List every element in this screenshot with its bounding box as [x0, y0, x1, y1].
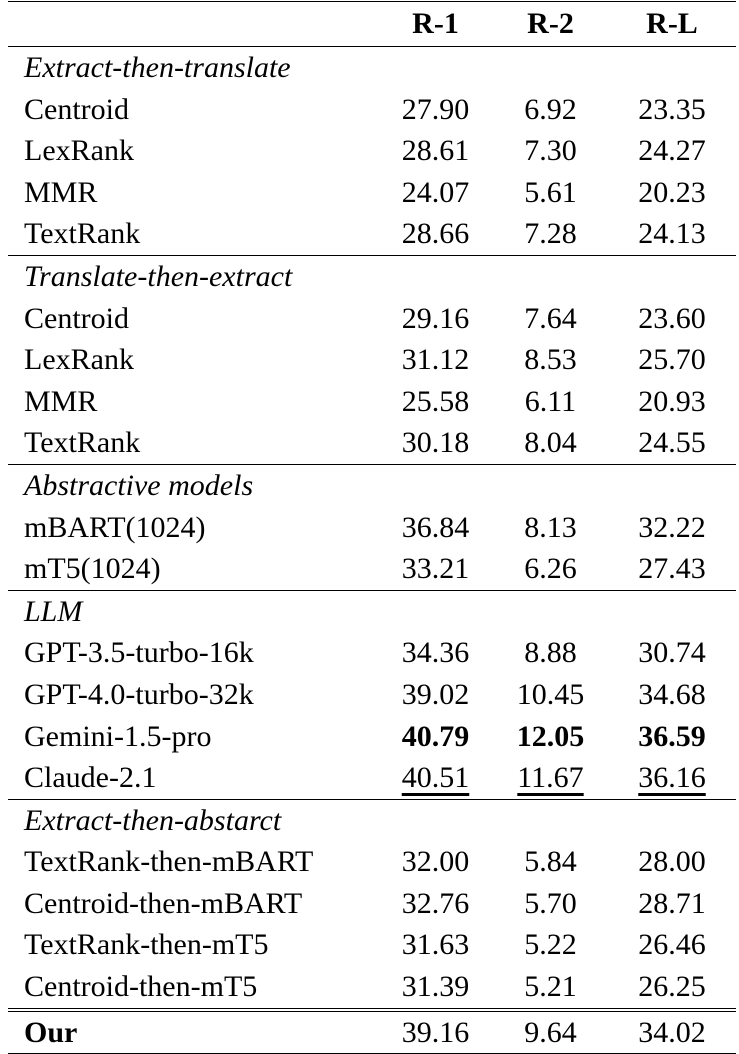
- score-value: 20.23: [638, 175, 706, 209]
- table-row: [8, 422, 736, 464]
- model-name-cell: Centroid: [24, 301, 129, 335]
- rouge-l-cell: [608, 924, 736, 966]
- section-title: Extract-then-translate: [24, 51, 291, 84]
- model-name-cell: LexRank: [24, 343, 134, 377]
- score-value: 32.22: [638, 510, 706, 544]
- section-title: Extract-then-abstarct: [8, 799, 736, 841]
- rouge-1-cell: [378, 632, 493, 674]
- rouge-2-cell: 9.64: [493, 1010, 608, 1054]
- score-value: 31.63: [401, 928, 470, 962]
- table-row: [8, 298, 736, 340]
- model-name-cell: Centroid: [24, 92, 129, 126]
- table-row: [8, 339, 736, 381]
- score-value: 23.60: [638, 301, 706, 335]
- rouge-l-cell: [608, 213, 736, 255]
- rouge-2-cell: [493, 130, 608, 172]
- model-name-cell: MMR: [24, 175, 98, 209]
- rouge-1-cell: [378, 841, 493, 883]
- model-name-cell: TextRank: [24, 217, 141, 251]
- rouge-2-cell: [493, 841, 608, 883]
- score-value: 31.12: [401, 343, 470, 377]
- rouge-2-cell: [493, 381, 608, 423]
- rouge-l-cell: [608, 632, 736, 674]
- rouge-1-cell: [378, 716, 493, 758]
- rouge-2-cell: [493, 924, 608, 966]
- model-name-cell: mBART(1024): [24, 510, 206, 544]
- rouge-2-cell: [493, 966, 608, 1010]
- score-value: 5.70: [524, 886, 577, 920]
- section-header-row: [8, 464, 736, 506]
- score-value: 6.26: [524, 552, 577, 586]
- score-value: 28.61: [401, 134, 470, 168]
- score-value: 24.55: [638, 426, 706, 460]
- score-value: 7.30: [524, 134, 577, 168]
- score-value: 36.59: [638, 719, 706, 753]
- rouge-l-cell: [608, 841, 736, 883]
- score-value: 8.53: [524, 343, 577, 377]
- score-value: 7.64: [524, 301, 577, 335]
- model-name-cell: Claude-2.1: [24, 761, 157, 795]
- section-header-row: [8, 47, 736, 89]
- rouge-l-cell: [608, 422, 736, 464]
- our-model-row: [8, 1010, 736, 1054]
- rouge-1-cell: [378, 172, 493, 214]
- table-body: [8, 47, 736, 1054]
- rouge-1-cell: [378, 381, 493, 423]
- model-name-cell: GPT-3.5-turbo-16k: [24, 636, 254, 670]
- score-value: 32.76: [401, 886, 470, 920]
- results-table: [8, 1, 736, 1054]
- score-value: 31.39: [401, 970, 470, 1004]
- model-name-cell: LexRank: [24, 134, 134, 168]
- score-value: 24.13: [638, 217, 706, 251]
- rouge-l-cell: [608, 757, 736, 799]
- score-value: 5.84: [524, 845, 577, 879]
- table-row: [8, 883, 736, 925]
- score-value: 40.79: [401, 719, 470, 753]
- rouge-l-cell: [608, 130, 736, 172]
- rouge-2-cell: [493, 674, 608, 716]
- score-value: 6.92: [524, 92, 577, 126]
- rouge-2-cell: [493, 716, 608, 758]
- score-value: 28.71: [638, 886, 706, 920]
- rouge-1-cell: [378, 422, 493, 464]
- rouge-1-cell: [378, 548, 493, 590]
- score-value: 5.61: [524, 175, 577, 209]
- rouge-1-cell: [378, 674, 493, 716]
- rouge-1-cell: [378, 924, 493, 966]
- score-value: 36.16: [638, 761, 706, 795]
- score-value: 8.04: [524, 426, 577, 460]
- rouge-1-cell: [378, 339, 493, 381]
- rouge-2-cell: [493, 89, 608, 131]
- score-value: 11.67: [517, 761, 584, 795]
- score-value: 34.68: [638, 677, 706, 711]
- rouge-1-cell: [378, 89, 493, 131]
- score-value: 33.21: [401, 552, 470, 586]
- section-title: LLM: [8, 590, 736, 632]
- score-value: 23.35: [638, 92, 706, 126]
- rouge-1-cell: [378, 966, 493, 1010]
- table-row: [8, 757, 736, 799]
- header-r1: R-1: [378, 2, 493, 47]
- header-row: [8, 2, 736, 47]
- our-model-name: Our: [8, 1010, 378, 1054]
- score-value: 5.21: [524, 970, 577, 1004]
- table-row: [8, 924, 736, 966]
- table-row: [8, 89, 736, 131]
- rouge-1-cell: [378, 298, 493, 340]
- rouge-l-cell: [608, 507, 736, 549]
- score-value: 8.13: [524, 510, 577, 544]
- rouge-l-cell: [608, 89, 736, 131]
- rouge-1-cell: [378, 757, 493, 799]
- rouge-2-cell: [493, 172, 608, 214]
- section-header-row: [8, 799, 736, 841]
- model-name-cell: TextRank-then-mBART: [24, 845, 314, 879]
- header-rl: R-L: [608, 2, 736, 47]
- rouge-l-cell: [608, 339, 736, 381]
- score-value: 25.70: [638, 343, 706, 377]
- score-value: 32.00: [401, 845, 470, 879]
- score-value: 34.36: [401, 636, 470, 670]
- rouge-l-cell: [608, 674, 736, 716]
- table-row: [8, 213, 736, 255]
- rouge-2-cell: [493, 422, 608, 464]
- score-value: 5.22: [524, 928, 577, 962]
- section-title: Abstractive models: [8, 464, 736, 506]
- rouge-l-cell: [608, 883, 736, 925]
- score-value: 12.05: [516, 719, 585, 753]
- score-value: 24.27: [638, 134, 706, 168]
- rouge-l-cell: [608, 548, 736, 590]
- model-name-cell: TextRank-then-mT5: [24, 928, 269, 962]
- header-r2: R-2: [493, 2, 608, 47]
- model-name-cell: TextRank: [24, 426, 141, 460]
- score-value: 27.90: [401, 92, 470, 126]
- model-name-cell: Centroid-then-mBART: [24, 886, 303, 920]
- table-row: [8, 632, 736, 674]
- score-value: 30.18: [401, 426, 470, 460]
- rouge-2-cell: [493, 298, 608, 340]
- rouge-2-cell: [493, 507, 608, 549]
- section-header-row: [8, 590, 736, 632]
- table-row: [8, 716, 736, 758]
- model-name-cell: Centroid-then-mT5: [24, 970, 258, 1004]
- score-value: 26.25: [638, 970, 706, 1004]
- table-row: [8, 172, 736, 214]
- rouge-l-cell: [608, 381, 736, 423]
- score-value: 28.66: [401, 217, 470, 251]
- score-value: 6.11: [524, 384, 577, 418]
- rouge-2-cell: [493, 883, 608, 925]
- rouge-2-cell: [493, 213, 608, 255]
- rouge-1-cell: [378, 213, 493, 255]
- score-value: 27.43: [638, 552, 706, 586]
- rouge-2-cell: [493, 339, 608, 381]
- score-value: 26.46: [638, 928, 706, 962]
- score-value: 10.45: [516, 677, 585, 711]
- rouge-1-cell: [378, 883, 493, 925]
- header-empty-cell: [8, 2, 378, 47]
- rouge-2-cell: [493, 632, 608, 674]
- model-name-cell: mT5(1024): [24, 552, 161, 586]
- score-value: 36.84: [401, 510, 470, 544]
- model-name-cell: MMR: [24, 384, 98, 418]
- rouge-1-cell: [378, 507, 493, 549]
- rouge-2-cell: [493, 757, 608, 799]
- rouge-l-cell: [608, 298, 736, 340]
- table-row: [8, 841, 736, 883]
- score-value: 7.28: [524, 217, 577, 251]
- score-value: 28.00: [638, 845, 706, 879]
- table-row: [8, 130, 736, 172]
- rouge-l-cell: 34.02: [608, 1010, 736, 1054]
- table-row: [8, 548, 736, 590]
- score-value: 20.93: [638, 384, 706, 418]
- rouge-l-cell: [608, 966, 736, 1010]
- model-name-cell: GPT-4.0-turbo-32k: [24, 677, 254, 711]
- score-value: 29.16: [401, 301, 470, 335]
- score-value: 24.07: [401, 175, 470, 209]
- section-header-row: [8, 255, 736, 297]
- table-row: [8, 966, 736, 1010]
- section-title: Translate-then-extract: [8, 255, 736, 297]
- score-value: 30.74: [638, 636, 706, 670]
- table-row: [8, 674, 736, 716]
- rouge-l-cell: [608, 172, 736, 214]
- score-value: 25.58: [401, 384, 470, 418]
- score-value: 40.51: [401, 761, 470, 795]
- rouge-1-cell: 39.16: [378, 1010, 493, 1054]
- model-name-cell: Gemini-1.5-pro: [24, 719, 212, 753]
- rouge-l-cell: [608, 716, 736, 758]
- rouge-1-cell: [378, 130, 493, 172]
- score-value: 39.02: [401, 677, 470, 711]
- score-value: 8.88: [524, 636, 577, 670]
- table-row: [8, 381, 736, 423]
- rouge-2-cell: [493, 548, 608, 590]
- table-row: [8, 507, 736, 549]
